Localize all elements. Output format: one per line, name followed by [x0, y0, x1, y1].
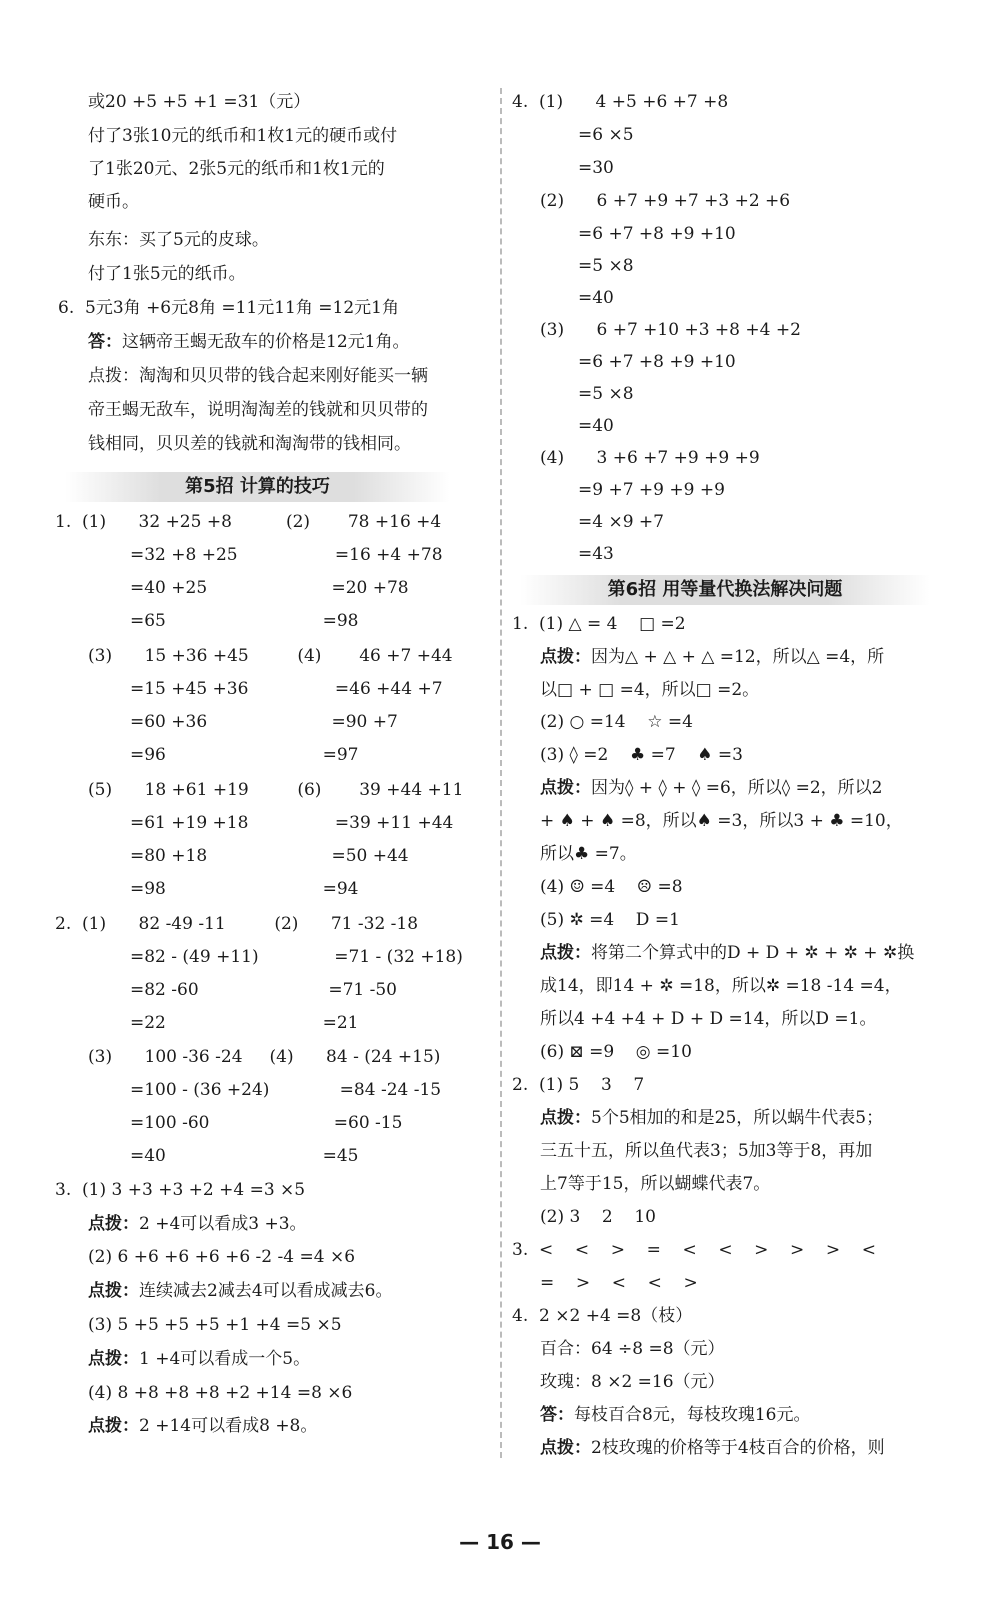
right-text-line: 1. (1) △ = 4 □ =2 [512, 614, 686, 634]
right-text-line: =6 ×5 [578, 125, 634, 145]
right-text-line: 百合：64 ÷8 =8（元） [540, 1339, 725, 1359]
left-text-line [88, 330, 409, 354]
right-text-line: (6) ⊠ =9 ◎ =10 [540, 1042, 692, 1062]
right-text-line: = > < < > [540, 1273, 698, 1293]
right-text-line: =9 +7 +9 +9 +9 [578, 480, 725, 500]
right-text-line: 所以♣ =7。 [540, 844, 637, 864]
answer-text: 2 +4可以看成3 +3。 [139, 1214, 307, 1234]
left-text-line: 帝王蝎无敌车，说明淘淘差的钱就和贝贝带的 [88, 400, 428, 420]
answer-label: 点拨： [540, 1108, 591, 1128]
left-text-line: 付了1张5元的纸币。 [88, 264, 246, 284]
left-text-line: 1. (1) 32 +25 +8 (2) 78 +16 +4 [55, 512, 442, 532]
left-text-line: 或20 +5 +5 +1 =31（元） [88, 92, 311, 112]
right-text-line: (4) ☺ =4 ☹ =8 [540, 877, 683, 897]
left-text-line: =82 - (49 +11) =71 - (32 +18) [130, 947, 463, 967]
answer-label: 点拨： [88, 1214, 139, 1234]
right-text-line: 上7等于15，所以蝴蝶代表7。 [540, 1174, 771, 1194]
right-text-line: (5) ✲ =4 D =1 [540, 910, 680, 930]
left-text-line: 3. (1) 3 +3 +3 +2 +4 =3 ×5 [55, 1180, 306, 1200]
right-text-line: 所以4 +4 +4 + D + D =14，所以D =1。 [540, 1009, 877, 1029]
left-text-line: 点拨：淘淘和贝贝带的钱合起来刚好能买一辆 [88, 366, 428, 386]
left-text-line: (4) 8 +8 +8 +8 +2 +14 =8 ×6 [88, 1383, 353, 1403]
right-text-line: 4. (1) 4 +5 +6 +7 +8 [512, 92, 729, 112]
left-text-line [88, 1347, 310, 1371]
left-text-line: 硬币。 [88, 192, 139, 212]
left-text-line: 东东：买了5元的皮球。 [88, 230, 269, 250]
left-text-line: =82 -60 =71 -50 [130, 980, 398, 1000]
left-text-line: =60 +36 =90 +7 [130, 712, 398, 732]
left-text-line: =98 =94 [130, 879, 359, 899]
left-text-line: =61 +19 +18 =39 +11 +44 [130, 813, 454, 833]
right-text-line [540, 1403, 810, 1427]
left-text-line: =40 =45 [130, 1146, 359, 1166]
left-text-line: 2. (1) 82 -49 -11 (2) 71 -32 -18 [55, 914, 419, 934]
answer-label: 点拨： [88, 1349, 139, 1369]
left-text-line: (3) 15 +36 +45 (4) 46 +7 +44 [88, 646, 453, 666]
right-text-line [540, 776, 882, 800]
answer-text: 这辆帝王蝎无敌车的价格是12元1角。 [122, 332, 410, 352]
right-text-line: =30 [578, 158, 614, 178]
right-text-line: 以□ + □ =4，所以□ =2。 [540, 680, 760, 700]
right-text-line: (3) ◊ =2 ♣ =7 ♠ =3 [540, 745, 743, 765]
answer-text: 因为◊ + ◊ + ◊ =6，所以◊ =2，所以2 [591, 778, 883, 798]
answer-text: 2 +14可以看成8 +8。 [139, 1416, 318, 1436]
answer-label: 点拨： [88, 1281, 139, 1301]
left-text-line [88, 1279, 392, 1303]
answer-label: 答： [88, 332, 122, 352]
column-divider [500, 88, 502, 1458]
section-title: 第6招 用等量代换法解决问题 [520, 575, 930, 605]
right-text-line: 玫瑰：8 ×2 =16（元） [540, 1372, 725, 1392]
left-text-line: (2) 6 +6 +6 +6 +6 -2 -4 =4 ×6 [88, 1247, 356, 1267]
section-title: 第5招 计算的技巧 [65, 472, 450, 502]
left-text-line: =100 -60 =60 -15 [130, 1113, 403, 1133]
left-text-line: =32 +8 +25 =16 +4 +78 [130, 545, 443, 565]
left-text-line: (3) 100 -36 -24 (4) 84 - (24 +15) [88, 1047, 441, 1067]
left-text-line: =22 =21 [130, 1013, 359, 1033]
right-text-line [540, 645, 884, 669]
right-text-line: (2) 6 +7 +9 +7 +3 +2 +6 [540, 191, 791, 211]
right-text-line: 4. 2 ×2 +4 =8（枝） [512, 1306, 693, 1326]
right-text-line: =6 +7 +8 +9 +10 [578, 224, 736, 244]
right-text-line: =40 [578, 416, 614, 436]
left-text-line: =96 =97 [130, 745, 359, 765]
right-text-line: =6 +7 +8 +9 +10 [578, 352, 736, 372]
answer-label: 点拨： [540, 778, 591, 798]
right-text-line: =4 ×9 +7 [578, 512, 664, 532]
answer-label: 点拨： [540, 1438, 591, 1458]
right-text-line: 成14，即14 + ✲ =18，所以✲ =18 -14 =4， [540, 976, 902, 996]
right-text-line: =40 [578, 288, 614, 308]
answer-text: 每枝百合8元，每枝玫瑰16元。 [574, 1405, 811, 1425]
left-text-line: 6. 5元3角 +6元8角 =11元11角 =12元1角 [58, 298, 399, 318]
right-text-line [540, 941, 914, 965]
page-number: — 16 — [459, 1530, 541, 1554]
right-text-line: (2) 3 2 10 [540, 1207, 656, 1227]
right-text-line: + ♠ + ♠ =8，所以♠ =3，所以3 + ♣ =10， [540, 811, 903, 831]
right-text-line: =5 ×8 [578, 256, 634, 276]
answer-text: 5个5相加的和是25，所以蜗牛代表5； [591, 1108, 884, 1128]
left-text-line: =80 +18 =50 +44 [130, 846, 409, 866]
answer-label: 点拨： [540, 943, 591, 963]
right-text-line: 3. < < > = < < > > > < [512, 1240, 877, 1260]
right-text-line: (3) 6 +7 +10 +3 +8 +4 +2 [540, 320, 801, 340]
left-text-line: (3) 5 +5 +5 +5 +1 +4 =5 ×5 [88, 1315, 342, 1335]
answer-text: 将第二个算式中的D + D + ✲ + ✲ + ✲换 [591, 943, 915, 963]
answer-label: 点拨： [88, 1416, 139, 1436]
answer-text: 因为△ + △ + △ =12，所以△ =4，所 [591, 647, 885, 667]
left-text-line [88, 1212, 307, 1236]
right-text-line: =43 [578, 544, 614, 564]
left-text-line: =65 =98 [130, 611, 359, 631]
right-text-line [540, 1436, 885, 1460]
left-text-line: =100 - (36 +24) =84 -24 -15 [130, 1080, 442, 1100]
answer-text: 连续减去2减去4可以看成减去6。 [139, 1281, 393, 1301]
left-text-line: (5) 18 +61 +19 (6) 39 +44 +11 [88, 780, 464, 800]
left-text-line [88, 1414, 317, 1438]
right-text-line: 三五十五，所以鱼代表3；5加3等于8，再加 [540, 1141, 873, 1161]
left-text-line: 了1张20元、2张5元的纸币和1枚1元的 [88, 159, 385, 179]
right-text-line: (4) 3 +6 +7 +9 +9 +9 [540, 448, 760, 468]
answer-label: 答： [540, 1405, 574, 1425]
left-text-line: =40 +25 =20 +78 [130, 578, 409, 598]
right-text-line: (2) ○ =14 ☆ =4 [540, 712, 693, 732]
left-text-line: =15 +45 +36 =46 +44 +7 [130, 679, 443, 699]
answer-text: 1 +4可以看成一个5。 [139, 1349, 311, 1369]
answer-text: 2枝玫瑰的价格等于4枝百合的价格，则 [591, 1438, 885, 1458]
right-text-line: =5 ×8 [578, 384, 634, 404]
answer-label: 点拨： [540, 647, 591, 667]
right-text-line [540, 1106, 883, 1130]
left-text-line: 付了3张10元的纸币和1枚1元的硬币或付 [88, 126, 398, 146]
right-text-line: 2. (1) 5 3 7 [512, 1075, 645, 1095]
left-text-line: 钱相同，贝贝差的钱就和淘淘带的钱相同。 [88, 434, 411, 454]
